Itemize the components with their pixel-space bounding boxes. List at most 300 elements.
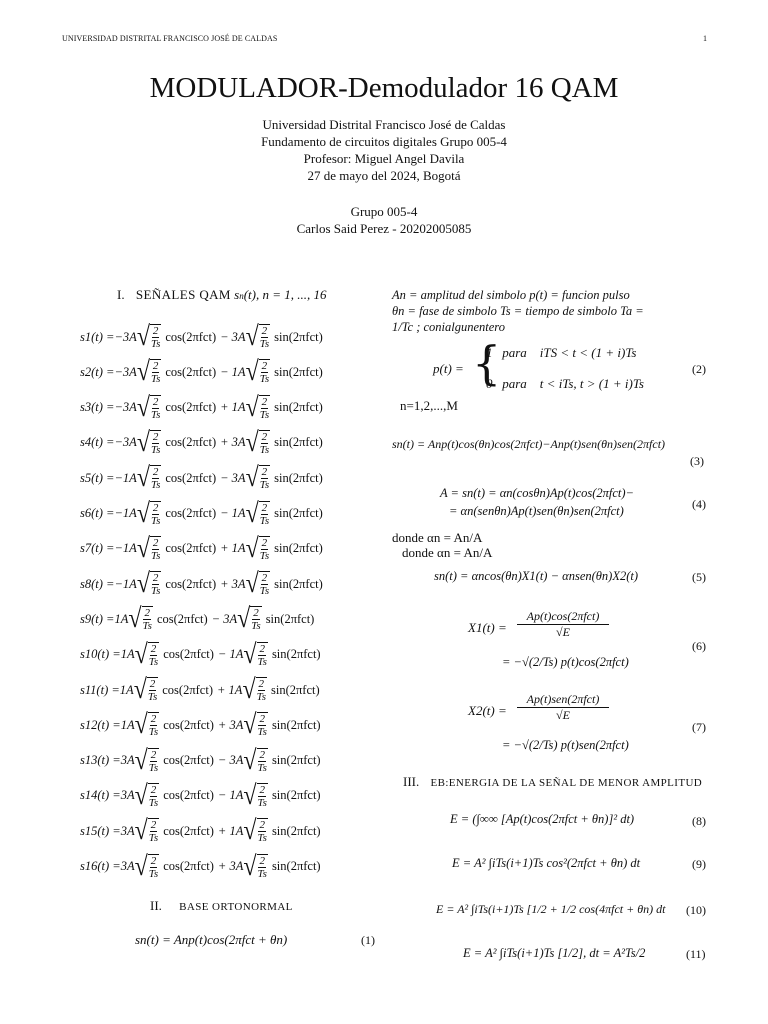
coefficient-a: 3A <box>120 823 135 838</box>
equation-number: (11) <box>686 947 706 961</box>
radical-sign: √ <box>242 675 256 705</box>
fraction <box>259 324 270 350</box>
fraction-numerator: Ap(t)cos(2πfct) <box>517 609 609 625</box>
fraction-denominator: Ts <box>256 691 266 703</box>
fraction-numerator: 2 <box>150 713 157 726</box>
signal-label: s6(t) = <box>80 506 115 520</box>
sqrt-factor <box>136 392 162 423</box>
cos-term: cos(2πfct) <box>163 753 214 768</box>
coefficient-a: 1A <box>120 717 135 732</box>
fraction-numerator: 2 <box>261 395 268 408</box>
sin-term: sin(2πfct) <box>271 823 321 838</box>
sqrt-factor <box>136 533 162 564</box>
fraction-numerator: Ap(t)sen(2πfct) <box>517 692 609 708</box>
fraction-numerator: 2 <box>259 642 265 655</box>
fraction-denominator: Ts <box>148 726 159 739</box>
signal-label: s3(t) = <box>80 400 115 415</box>
fraction-numerator: 2 <box>150 819 157 832</box>
sqrt-factor <box>134 677 159 703</box>
equation-11: E = A² ∫iTs(i+1)Ts [1/2], dt = A²Ts/2 <box>463 946 646 960</box>
radical-sign: √ <box>136 533 150 564</box>
coefficient-a: −3A <box>114 329 137 344</box>
fraction <box>256 677 267 703</box>
donde-line: donde αn = An/A <box>392 530 483 545</box>
signal-equation <box>80 569 323 600</box>
cos-term: cos(2πfct) <box>165 541 217 556</box>
fraction <box>148 854 159 880</box>
coefficient-b: − 3A <box>217 753 244 768</box>
radical-sign: √ <box>134 639 148 670</box>
cos-term: cos(2πfct) <box>165 576 217 591</box>
signal-equation <box>80 357 323 388</box>
radical-sign: √ <box>245 463 259 494</box>
signal-equation <box>80 677 320 703</box>
fraction-numerator: 2 <box>261 536 268 549</box>
sqrt-factor <box>243 745 268 776</box>
signal-equation <box>80 639 321 670</box>
fraction <box>148 712 159 738</box>
cos-term: cos(2πfct) <box>165 329 217 344</box>
radical-sign: √ <box>136 392 150 423</box>
coefficient-b: − 3A <box>211 611 238 626</box>
fraction-denominator: Ts <box>259 373 270 386</box>
coefficient-b: + 3A <box>220 576 246 591</box>
cos-term: cos(2πfct) <box>165 400 217 415</box>
sqrt-factor <box>134 745 160 776</box>
radical-sign: √ <box>136 357 150 388</box>
fraction <box>257 818 268 844</box>
equation-8: E = (∫∞∞ [Ap(t)cos(2πfct + θn)]² dt) <box>450 812 635 826</box>
sqrt-factor <box>243 816 268 847</box>
signal-equation <box>80 816 321 847</box>
radical-sign: √ <box>136 498 150 529</box>
fraction-numerator: 2 <box>152 501 159 514</box>
fraction <box>259 571 270 597</box>
fraction-denominator: Ts <box>259 443 270 456</box>
cos-term: cos(2πfct) <box>165 506 217 520</box>
equation-number: (3) <box>690 454 704 468</box>
signal-label: s1(t) = <box>80 329 115 344</box>
radical-sign: √ <box>134 851 148 882</box>
sqrt-factor <box>134 710 160 741</box>
sin-term: sin(2πfct) <box>274 329 323 344</box>
radical-sign: √ <box>243 745 257 776</box>
signal-label: s12(t) = <box>80 717 121 732</box>
equation-5: sn(t) = αncos(θn)X1(t) − αnsen(θn)X2(t) <box>434 569 639 583</box>
coefficient-a: −1A <box>114 506 137 520</box>
affiliation-line: Universidad Distrital Francisco José de Caldas <box>262 117 506 132</box>
fraction-denominator: Ts <box>150 549 161 562</box>
coefficient-b: + 1A <box>220 400 246 415</box>
coefficient-b: − 1A <box>217 788 244 803</box>
affiliation-line: 27 de mayo del 2024, Bogotá <box>307 168 461 183</box>
definition-line: 1/Tc ; conialgunentero <box>392 320 505 334</box>
sin-term: sin(2πfct) <box>271 788 321 803</box>
fraction-numerator: 2 <box>152 325 159 337</box>
sqrt-factor <box>245 392 271 423</box>
fraction-denominator: Ts <box>257 655 267 668</box>
equation-6-fraction <box>517 609 609 640</box>
symbol-definitions <box>392 287 708 335</box>
coefficient-a: 3A <box>120 788 135 803</box>
fraction-numerator: 2 <box>152 466 159 479</box>
fraction-denominator: Ts <box>257 726 267 739</box>
donde-line: donde αn = An/A <box>402 545 493 560</box>
fraction-numerator: 2 <box>152 536 159 549</box>
fraction-numerator: 2 <box>152 572 159 585</box>
fraction <box>150 571 161 597</box>
fraction <box>257 712 268 738</box>
coefficient-b: − 1A <box>217 647 244 662</box>
coefficient-a: −1A <box>114 541 137 556</box>
fraction-numerator: 2 <box>152 395 159 408</box>
sqrt-factor <box>134 851 160 882</box>
coefficient-a: 3A <box>120 859 135 873</box>
sqrt-factor <box>136 569 162 600</box>
coefficient-a: −1A <box>114 576 137 591</box>
definition-line: θn = fase de simbolo Ts = tiempo de simbolo Ta = <box>392 304 644 318</box>
equation-6-lhs: X1(t) = <box>468 620 507 635</box>
radical-sign: √ <box>245 357 259 388</box>
fraction <box>148 818 159 844</box>
equation-number: (5) <box>692 570 706 584</box>
signal-equation <box>80 780 321 811</box>
signal-label: s2(t) = <box>80 364 115 379</box>
fraction-numerator: 2 <box>150 783 157 796</box>
radical-sign: √ <box>245 392 259 423</box>
signal-equation <box>80 324 323 350</box>
fraction-denominator: Ts <box>259 514 270 527</box>
affiliation-line: Fundamento de circuitos digitales Grupo 005-4 <box>261 134 507 149</box>
sqrt-factor <box>245 427 271 458</box>
fraction <box>150 359 161 385</box>
signal-label: s7(t) = <box>80 541 115 556</box>
radical-sign: √ <box>243 639 257 670</box>
fraction <box>259 359 270 385</box>
cos-term: cos(2πfct) <box>165 364 217 379</box>
fraction-numerator: 2 <box>261 325 268 337</box>
section-title: SEÑALES QAM <box>135 287 231 302</box>
radical-sign: √ <box>134 710 148 741</box>
cos-term: cos(2πfct) <box>162 682 213 697</box>
equation-3: sn(t) = Anp(t)cos(θn)cos(2πfct)−Anp(t)sen(θn)sen(2πfct) <box>392 437 666 451</box>
signal-label: s14(t) = <box>80 788 121 803</box>
fraction-numerator: 2 <box>150 642 157 655</box>
section-title: BASE ORTONORMAL <box>179 901 293 913</box>
definition-line: An = amplitud del simbolo p(t) = funcion pulso <box>392 288 630 302</box>
radical-sign: √ <box>237 604 251 635</box>
coefficient-a: 3A <box>120 753 135 768</box>
fraction <box>259 501 270 527</box>
fraction <box>150 465 161 491</box>
fraction-denominator: Ts <box>148 867 159 880</box>
equation-number: (10) <box>686 903 706 917</box>
page-number: 1 <box>703 34 707 43</box>
signal-label: s8(t) = <box>80 576 115 591</box>
section-numeral: III. <box>403 774 420 789</box>
group-label: Grupo 005-4 <box>350 204 418 219</box>
fraction-denominator: Ts <box>150 408 161 421</box>
radical-sign: √ <box>243 816 257 847</box>
coefficient-b: − 3A <box>220 329 246 344</box>
fraction <box>148 783 159 809</box>
fraction-denominator: Ts <box>142 620 152 633</box>
coefficient-b: + 1A <box>220 541 246 556</box>
sqrt-factor <box>245 357 271 388</box>
equation-4-line-2: = αn(senθn)Ap(t)sen(θn)sen(2πfct) <box>449 504 624 518</box>
fraction-numerator: 2 <box>259 854 265 867</box>
fraction-denominator: Ts <box>150 338 161 350</box>
left-brace: { <box>472 336 502 390</box>
equation-number: (9) <box>692 857 706 871</box>
radical-sign: √ <box>134 816 148 847</box>
signal-label: s10(t) = <box>80 647 121 662</box>
radical-sign: √ <box>133 675 147 705</box>
equation-number: (4) <box>692 497 706 511</box>
radical-sign: √ <box>136 427 150 458</box>
fraction-denominator: Ts <box>257 761 267 774</box>
cos-term: cos(2πfct) <box>165 470 217 485</box>
coefficient-b: + 3A <box>217 717 244 732</box>
signal-label: s16(t) = <box>80 859 121 873</box>
radical-sign: √ <box>136 569 150 600</box>
coefficient-b: + 1A <box>216 682 243 697</box>
sqrt-factor <box>245 463 271 494</box>
coefficient-b: − 1A <box>220 506 246 520</box>
sin-term: sin(2πfct) <box>271 682 320 697</box>
affiliation-block <box>0 116 768 184</box>
sin-term: sin(2πfct) <box>274 364 323 379</box>
sqrt-factor <box>134 816 160 847</box>
author-line: Carlos Said Perez - 20202005085 <box>296 221 472 236</box>
sin-term: sin(2πfct) <box>271 859 321 873</box>
fraction-numerator: 2 <box>261 501 268 514</box>
equation-10: E = A² ∫iTs(i+1)Ts [1/2 + 1/2 cos(4πfct + θn) dt <box>436 902 666 916</box>
fraction <box>257 748 268 774</box>
fraction-numerator: 2 <box>261 360 268 373</box>
sqrt-factor <box>246 324 271 350</box>
signal-equation <box>80 745 321 776</box>
sqrt-factor <box>245 533 271 564</box>
sin-term: sin(2πfct) <box>274 576 323 591</box>
signal-equation <box>80 427 323 458</box>
section-1-heading: I. SEÑALES QAM sn(t), n = 1, ..., 16 <box>117 287 327 302</box>
signal-equation <box>80 533 323 564</box>
fraction-denominator: Ts <box>148 832 159 845</box>
radical-sign: √ <box>245 569 259 600</box>
equation-number: (6) <box>692 639 706 653</box>
coefficient-a: −3A <box>114 400 137 415</box>
sqrt-factor <box>136 357 162 388</box>
equation-number: (2) <box>692 362 706 376</box>
fraction <box>150 430 161 456</box>
fraction <box>259 536 270 562</box>
fraction-denominator: Ts <box>251 620 261 633</box>
section-math-symbol: s <box>234 287 240 302</box>
equation-number: (1) <box>361 933 375 947</box>
cos-term: cos(2πfct) <box>163 647 214 662</box>
equation-2-case: 0 para t < iTs, t > (1 + i)Ts <box>486 376 644 391</box>
paper-title: MODULADOR-Demodulador 16 QAM <box>149 72 619 104</box>
signal-equation <box>80 710 321 741</box>
fraction-denominator: Ts <box>148 761 159 774</box>
cos-term: cos(2πfct) <box>163 717 214 732</box>
fraction-numerator: 2 <box>152 430 159 443</box>
affiliation-line: Profesor: Miguel Angel Davila <box>303 151 465 166</box>
coefficient-b: + 3A <box>220 435 246 450</box>
fraction <box>142 606 153 632</box>
coefficient-a: −1A <box>114 470 137 485</box>
radical-sign: √ <box>128 604 142 635</box>
section-numeral: I. <box>117 287 125 302</box>
fraction <box>148 642 159 668</box>
cos-term: cos(2πfct) <box>163 859 214 873</box>
sqrt-factor <box>245 569 271 600</box>
radical-sign: √ <box>243 780 257 811</box>
fraction-denominator: Ts <box>259 338 270 350</box>
fraction-denominator: Ts <box>150 479 161 492</box>
section-title: EB:ENERGIA DE LA SEÑAL DE MENOR AMPLITUD <box>430 777 703 789</box>
sqrt-factor <box>137 324 162 350</box>
signal-label: s4(t) = <box>80 435 115 450</box>
section-math-rest: (t), n = 1, ..., 16 <box>243 287 327 302</box>
fraction-numerator: 2 <box>152 360 159 373</box>
equation-number: (7) <box>692 720 706 734</box>
fraction-denominator: Ts <box>148 796 159 809</box>
cos-term: cos(2πfct) <box>163 823 214 838</box>
sin-term: sin(2πfct) <box>274 506 323 520</box>
fraction <box>259 465 270 491</box>
cos-term: cos(2πfct) <box>156 611 208 626</box>
coefficient-a: 1A <box>114 611 129 626</box>
equation-6-line-2: = −√(2/Ts) p(t)cos(2πfct) <box>502 655 629 669</box>
fraction-numerator: 2 <box>150 748 157 761</box>
radical-sign: √ <box>134 780 148 811</box>
coefficient-b: + 3A <box>217 859 244 873</box>
signal-equation <box>80 498 323 529</box>
fraction-numerator: 2 <box>253 607 259 620</box>
signal-equation <box>80 392 323 423</box>
fraction <box>259 395 270 421</box>
sqrt-factor <box>237 604 262 635</box>
equation-7-lhs: X2(t) = <box>468 703 507 718</box>
sqrt-factor <box>136 427 162 458</box>
fraction-numerator: 2 <box>261 430 268 443</box>
coefficient-b: − 1A <box>220 364 246 379</box>
fraction <box>147 677 158 703</box>
fraction-denominator: Ts <box>257 867 267 880</box>
fraction <box>259 430 270 456</box>
equation-number: (8) <box>692 814 706 828</box>
coefficient-b: − 3A <box>220 470 246 485</box>
radical-sign: √ <box>245 427 259 458</box>
section-numeral: II. <box>150 898 162 913</box>
signal-label: s11(t) = <box>80 682 120 697</box>
radical-sign: √ <box>136 463 150 494</box>
fraction <box>150 324 161 350</box>
sin-term: sin(2πfct) <box>265 611 315 626</box>
coefficient-a: 1A <box>120 647 135 662</box>
fraction-denominator: Ts <box>257 832 267 845</box>
sin-term: sin(2πfct) <box>274 400 323 415</box>
fraction-numerator: 2 <box>259 819 265 832</box>
fraction-denominator: Ts <box>259 408 270 421</box>
section-2-heading <box>150 898 293 914</box>
sqrt-factor <box>243 710 268 741</box>
fraction-denominator: Ts <box>150 585 161 598</box>
sin-term: sin(2πfct) <box>274 541 323 556</box>
radical-sign: √ <box>245 533 259 564</box>
fraction-numerator: 2 <box>144 607 150 620</box>
sqrt-factor <box>243 780 268 811</box>
radical-sign: √ <box>243 710 257 741</box>
fraction-denominator: Ts <box>148 655 159 668</box>
fraction-numerator: 2 <box>258 678 265 690</box>
fraction-denominator: Ts <box>150 514 161 527</box>
sin-term: sin(2πfct) <box>274 470 323 485</box>
cos-term: cos(2πfct) <box>165 435 217 450</box>
sqrt-factor <box>134 780 160 811</box>
fraction-denominator: Ts <box>257 796 267 809</box>
signal-equation <box>80 604 315 635</box>
coefficient-a: 1A <box>119 682 134 697</box>
fraction-denominator: √E <box>556 708 570 722</box>
n-range: n=1,2,...,M <box>400 398 458 413</box>
fraction <box>150 395 161 421</box>
fraction-numerator: 2 <box>259 713 265 726</box>
fraction-denominator: √E <box>556 625 570 639</box>
equation-2-lhs: p(t) = <box>433 361 464 376</box>
equation-4-line-1: A = sn(t) = αn(cosθn)Ap(t)cos(2πfct)− <box>440 486 634 500</box>
equation-2-case: 1 para iTS < t < (1 + i)Ts <box>486 345 637 360</box>
fraction-denominator: Ts <box>259 585 270 598</box>
signal-label: s15(t) = <box>80 823 121 838</box>
signal-label: s13(t) = <box>80 753 121 768</box>
radical-sign: √ <box>134 745 148 776</box>
coefficient-b: + 1A <box>217 823 244 838</box>
sin-term: sin(2πfct) <box>274 435 323 450</box>
fraction-denominator: Ts <box>150 373 161 386</box>
fraction-denominator: Ts <box>147 691 158 703</box>
coefficient-a: −3A <box>114 435 137 450</box>
fraction <box>257 642 268 668</box>
fraction <box>257 783 268 809</box>
sqrt-factor <box>136 498 162 529</box>
radical-sign: √ <box>245 322 259 352</box>
equation-9: E = A² ∫iTs(i+1)Ts cos²(2πfct + θn) dt <box>452 856 641 870</box>
radical-sign: √ <box>136 322 150 352</box>
coefficient-a: −3A <box>114 364 137 379</box>
sin-term: sin(2πfct) <box>271 647 321 662</box>
cos-term: cos(2πfct) <box>163 788 214 803</box>
fraction-numerator: 2 <box>261 466 268 479</box>
sqrt-factor <box>242 677 267 703</box>
sqrt-factor <box>245 498 271 529</box>
signal-label: s5(t) = <box>80 470 115 485</box>
fraction-numerator: 2 <box>150 854 157 867</box>
fraction <box>150 501 161 527</box>
sin-term: sin(2πfct) <box>271 753 321 768</box>
signal-equation <box>80 463 323 494</box>
fraction-numerator: 2 <box>261 572 268 585</box>
equation-7-fraction <box>517 692 609 723</box>
radical-sign: √ <box>243 851 257 882</box>
running-head: UNIVERSIDAD DISTRITAL FRANCISCO JOSÉ DE CALDAS <box>62 34 278 43</box>
fraction-denominator: Ts <box>150 443 161 456</box>
fraction <box>148 748 159 774</box>
equation-7-line-2: = −√(2/Ts) p(t)sen(2πfct) <box>502 738 629 752</box>
fraction <box>150 536 161 562</box>
